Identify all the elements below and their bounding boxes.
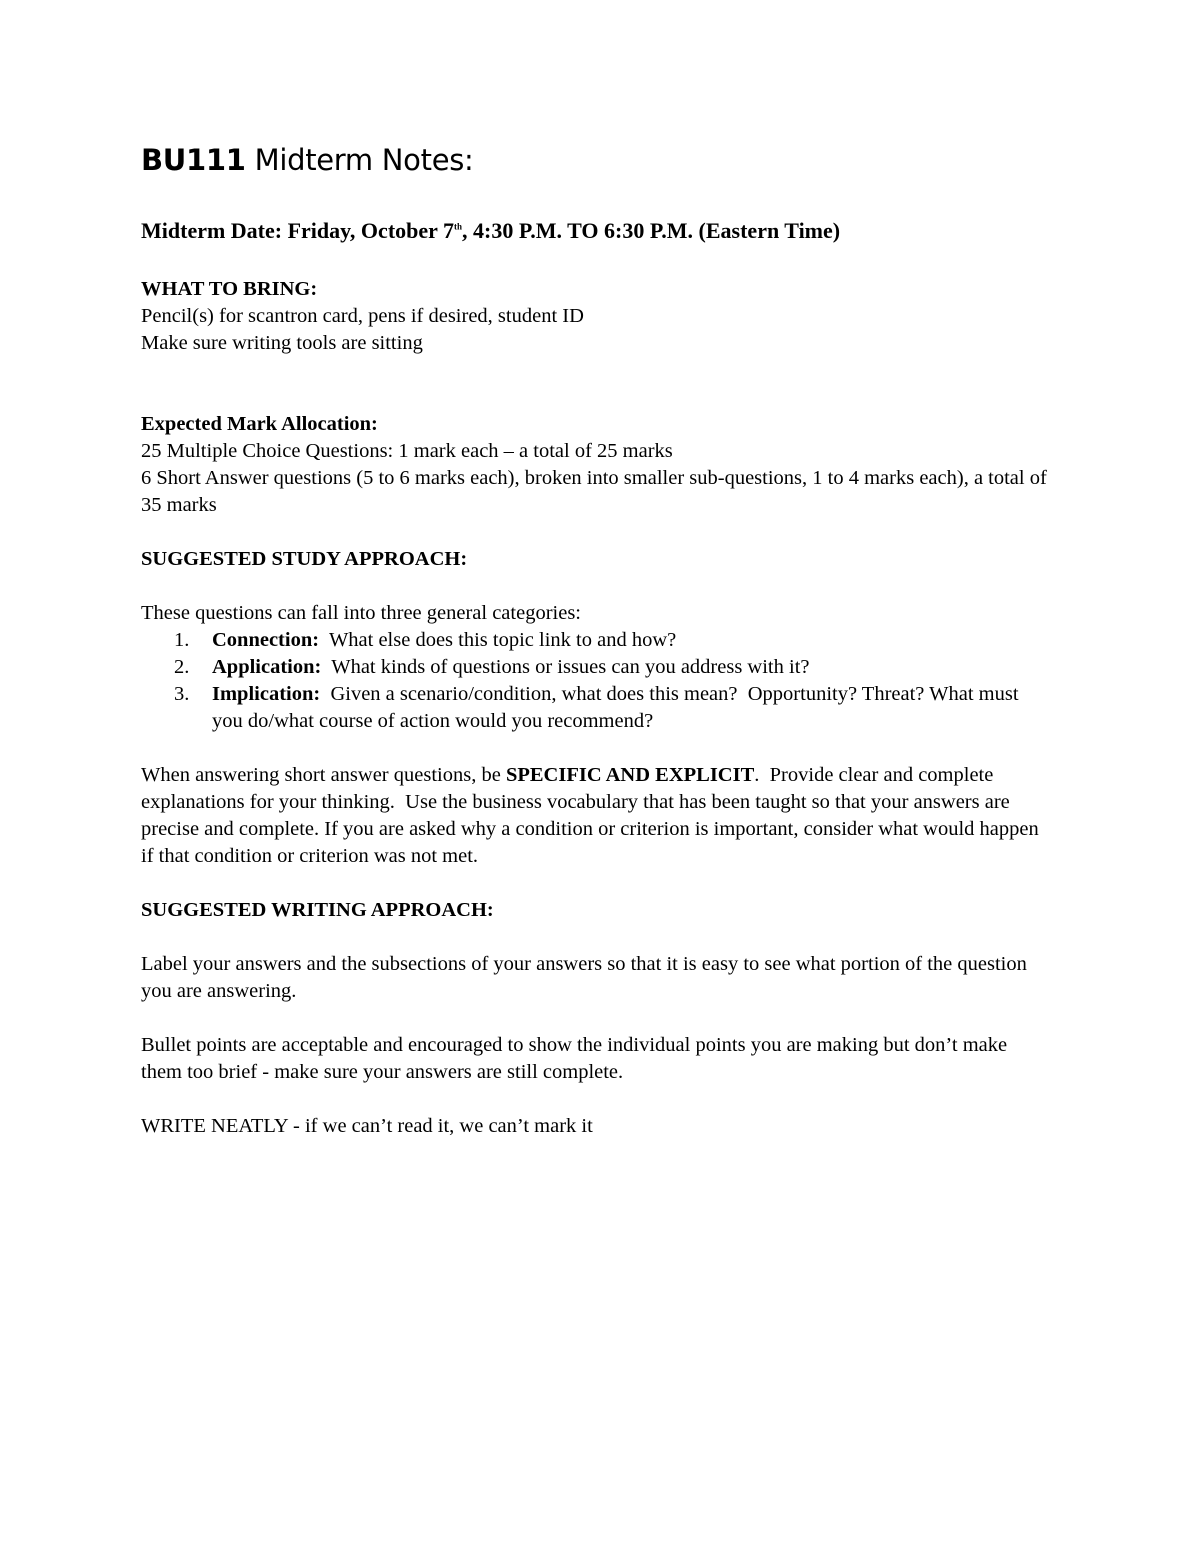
midterm-date-rest: , 4:30 P.M. TO 6:30 P.M. (Eastern Time) (462, 218, 841, 243)
short-answer-paragraph (141, 762, 1051, 870)
mark-allocation-line-2: 6 Short Answer questions (5 to 6 marks each), broken into smaller sub-questions, 1 to 4 marks each), a total of 35 marks (141, 467, 1047, 516)
list-item-text: Given a scenario/condition, what does this mean? Opportunity? Threat? What must you do/what course of action would you recommend? (212, 683, 1024, 732)
spacer (141, 735, 1051, 762)
write-neatly-paragraph: WRITE NEATLY - if we can’t read it, we can’t mark it (141, 1115, 593, 1137)
midterm-date-prefix: Midterm Date: Friday, October 7 (141, 218, 455, 243)
spacer (141, 1086, 1051, 1113)
list-number: 1. (174, 629, 190, 651)
spacer (141, 573, 1051, 600)
list-number: 3. (174, 683, 190, 705)
bullet-points-paragraph: Bullet points are acceptable and encouraged to show the individual points you are making but don’t make them too brief - make sure your answers are still complete. (141, 1034, 1008, 1083)
spacer (141, 519, 1051, 546)
list-item-text: What else does this topic link to and how? (319, 629, 677, 651)
midterm-date (141, 216, 1051, 246)
emphasis-text: SPECIFIC AND EXPLICIT (505, 764, 755, 786)
list-item (141, 681, 1051, 735)
list-item-text: What kinds of questions or issues can you address with it? (321, 656, 810, 678)
spacer (141, 357, 1051, 411)
course-code: BU111 (141, 143, 246, 177)
list-item-label: Implication: (212, 683, 321, 705)
mark-allocation-heading: Expected Mark Allocation: (141, 413, 378, 435)
bring-line-1: Pencil(s) for scantron card, pens if desired, student ID (141, 305, 584, 327)
writing-approach-heading: SUGGESTED WRITING APPROACH: (141, 899, 494, 921)
spacer (141, 1005, 1051, 1032)
list-number: 2. (174, 656, 190, 678)
mark-allocation-line-1: 25 Multiple Choice Questions: 1 mark each – a total of 25 marks (141, 440, 673, 462)
list-item (141, 654, 1051, 681)
page-title (141, 140, 1051, 180)
date-ordinal-suffix: th (454, 221, 463, 232)
study-intro: These questions can fall into three general categories: (141, 602, 581, 624)
document-page (141, 140, 1051, 1140)
paragraph-text: When answering short answer questions, be (141, 764, 506, 786)
spacer (141, 924, 1051, 951)
what-to-bring-heading: WHAT TO BRING: (141, 278, 318, 300)
bring-line-2: Make sure writing tools are sitting (141, 332, 423, 354)
label-answers-paragraph: Label your answers and the subsections of your answers so that it is easy to see what portion of the question you are answering. (141, 953, 1027, 1002)
title-rest: Midterm Notes: (245, 143, 474, 177)
category-list (141, 627, 1051, 735)
paragraph-text: . Provide clear and complete explanations for your thinking. Use the business vocabulary that has been taught so that your answers are precise and complete. If you are asked why a condition or criterion is important, consider what would happen if that condition or criterion was not met. (141, 764, 1044, 867)
list-item-label: Connection: (212, 629, 320, 651)
list-item (141, 627, 1051, 654)
list-item-label: Application: (212, 656, 322, 678)
spacer (141, 870, 1051, 897)
study-approach-heading: SUGGESTED STUDY APPROACH: (141, 548, 468, 570)
